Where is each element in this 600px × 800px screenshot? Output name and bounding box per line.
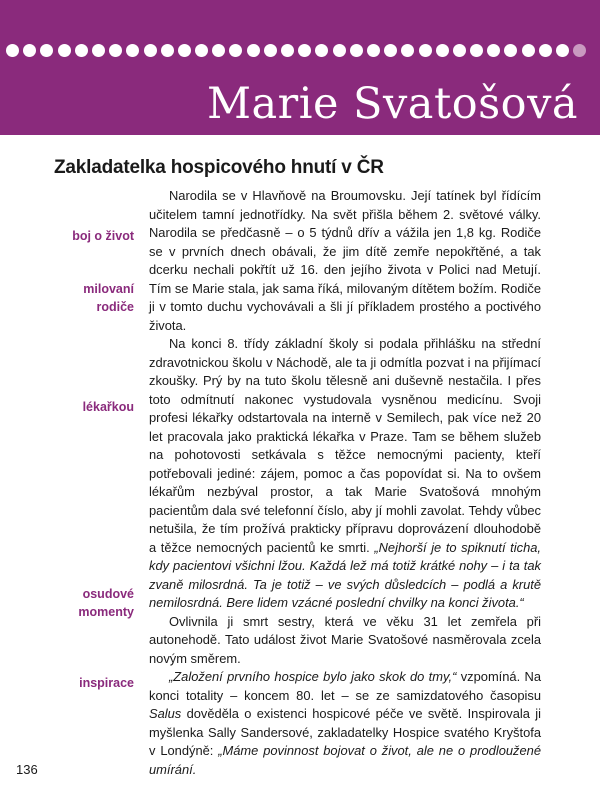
dot-icon xyxy=(6,44,19,57)
dot-icon xyxy=(126,44,139,57)
dot-icon xyxy=(315,44,328,57)
paragraph-hospice xyxy=(149,668,541,779)
dot-icon xyxy=(178,44,191,57)
margin-note-inspirace: inspirace xyxy=(79,676,134,690)
paragraph-text: dověděla o existenci hospicové péče ve světě. Inspirovala ji myšlenka Sally Sandersové, zakladatelky Hospice svatého Kryštofa v Londýně: xyxy=(149,706,541,758)
dot-icon xyxy=(58,44,71,57)
dot-icon xyxy=(298,44,311,57)
dot-icon xyxy=(419,44,432,57)
dot-icon xyxy=(573,44,586,57)
margin-note-osudove-momenty xyxy=(24,585,134,621)
dot-row-decoration xyxy=(6,44,586,57)
dot-icon xyxy=(367,44,380,57)
dot-icon xyxy=(144,44,157,57)
dot-icon xyxy=(436,44,449,57)
dot-icon xyxy=(40,44,53,57)
dot-icon xyxy=(75,44,88,57)
page-number: 136 xyxy=(16,762,38,777)
margin-note-line: milovaní xyxy=(83,282,134,296)
dot-icon xyxy=(247,44,260,57)
paragraph-sister: Ovlivnila ji smrt sestry, která ve věku 31 let zemřela při autonehodě. Tato událost život Marie Svatošové nasměrovala zcela novým směrem. xyxy=(149,613,541,666)
margin-note-boj-o-zivot: boj o život xyxy=(72,229,134,243)
dot-icon xyxy=(556,44,569,57)
dot-icon xyxy=(229,44,242,57)
dot-icon xyxy=(539,44,552,57)
dot-icon xyxy=(522,44,535,57)
quote-text: „Nejhorší je to spiknutí ticha, kdy pacientovi všichni lžou. Každá lež má totiž krátké nohy – i ta tak zvaně milosrdná. Ta je totiž – ve svých důsledcích – podlá a krutě nemilosrdná. Bere lidem vzácné poslední chvilky na konci života.“ xyxy=(149,539,541,610)
margin-note-milovani-rodice xyxy=(24,280,134,316)
dot-icon xyxy=(453,44,466,57)
dot-icon xyxy=(109,44,122,57)
dot-icon xyxy=(487,44,500,57)
margin-note-lekarkou: lékařkou xyxy=(82,400,134,414)
dot-icon xyxy=(401,44,414,57)
header-banner xyxy=(0,0,600,135)
margin-note-line: rodiče xyxy=(96,300,134,314)
quote-text: „Založení prvního hospice bylo jako skok do tmy,“ xyxy=(169,669,457,684)
margin-note-line: osudové xyxy=(82,587,134,601)
dot-icon xyxy=(23,44,36,57)
paragraph-childhood: Narodila se v Hlavňově na Broumovsku. Její tatínek byl řídícím učitelem tamní jednotřídky. Na svět přišla během 2. světové války. Narodila se předčasně – o 5 týdnů dřív a vážila jen 1,8 kg. Rodiče se v prvních dnech obávali, že jim dítě zemře nepokřtěné, a tak dcerku nechali pokřtít už 16. den jejího života v Polici nad Metují. Tím se Marie stala, jak sama říká, milovaným dítětem božím. Rodiče ji v tomto duchu vychovávali a šli jí příkladem prostého a poctivého života. xyxy=(149,188,541,333)
magazine-title: Salus xyxy=(149,706,182,721)
dot-icon xyxy=(212,44,225,57)
dot-icon xyxy=(504,44,517,57)
margin-note-line: momenty xyxy=(78,605,134,619)
dot-icon xyxy=(161,44,174,57)
paragraph-career xyxy=(149,335,541,613)
dot-icon xyxy=(384,44,397,57)
quote-text: „Máme povinnost bojovat o život, ale ne o prodloužené umírání. xyxy=(149,743,541,777)
dot-icon xyxy=(195,44,208,57)
dot-icon xyxy=(333,44,346,57)
article-body xyxy=(149,187,541,779)
dot-icon xyxy=(350,44,363,57)
dot-icon xyxy=(264,44,277,57)
page-title: Marie Svatošová xyxy=(206,79,578,129)
paragraph-text: Na konci 8. třídy základní školy si podala přihlášku na střední zdravotnickou školu v Náchodě, ale ta ji odmítla pozvat i na přijímací zkoušky. Prý by na tuto školu tělesně ani duševně nestačila. I přes toto odmítnutí nakonec vystudovala vysněnou medicínu. Svoji profesi lékařky odstartovala na interně v Semilech, pak více než 20 let pracovala jako praktická lékařka v Praze. Tam se během služeb na pohotovosti setkávala s těžce nemocnými pacienty, kteří potřebovali jediné: zájem, pomoc a čas popovídat si. Na to ovšem lékařům nezbýval prostor, a tak Marie Svatošová mnohým pacientům dala své telefonní číslo, aby jí mohli zavolat. Tehdy vůbec netušila, že tím prožívá prakticky přípravu doprovázení dlouhodobě a těžce nemocných pacientů ke smrti. xyxy=(149,336,541,555)
dot-icon xyxy=(281,44,294,57)
dot-icon xyxy=(92,44,105,57)
section-subtitle: Zakladatelka hospicového hnutí v ČR xyxy=(54,157,384,178)
paragraph-text: vzpomíná. Na konci totality – koncem 80. let – se ze samizdatového časopisu xyxy=(149,669,542,703)
dot-icon xyxy=(470,44,483,57)
